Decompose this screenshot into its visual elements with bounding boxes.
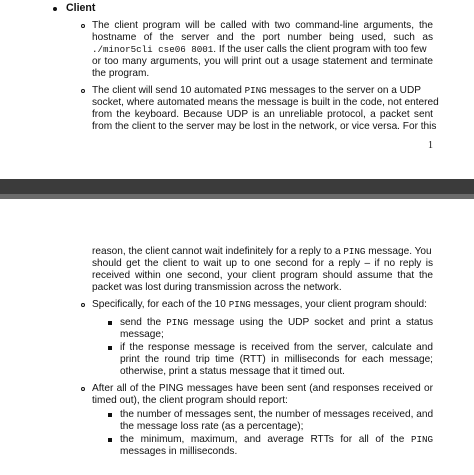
item3-text: messages, your client program should: (250, 299, 427, 310)
sub2-line: otherwise, print a status message that it timed out. (120, 366, 345, 377)
circle-bullet-icon (81, 387, 85, 391)
item1-text: . If the user calls the client program with too few (213, 44, 427, 55)
item4-line: After all of the PING messages have been sent (and responses received or (92, 383, 433, 394)
item4-line: timed out), the client program should report: (92, 395, 288, 406)
continuation-line: packet was lost during transmission across the network. (92, 282, 342, 293)
item2-text: messages to the server on a UDP (266, 85, 421, 96)
item1-line: The client program will be called with two command-line arguments, the (92, 20, 433, 31)
sub-line-with-code (120, 434, 433, 446)
circle-bullet-icon (81, 303, 85, 307)
bullet-dot-icon (53, 7, 57, 11)
ping-code: PING (343, 246, 366, 257)
sub-line: the number of messages sent, the number of messages received, and (120, 409, 434, 420)
section-heading: Client (66, 2, 96, 14)
sub-line: messages in milliseconds. (120, 446, 238, 457)
circle-bullet-icon (81, 89, 85, 93)
ping-code: PING (166, 317, 189, 328)
ping-code: PING (410, 434, 433, 445)
item1-line-with-code (92, 44, 426, 56)
continuation-text: message. You (365, 246, 432, 257)
continuation-line-with-code (92, 246, 432, 258)
item2-line: from the keyboard. Because UDP is an unreliable protocol, a packet sent (92, 109, 433, 120)
continuation-text: reason, the client cannot wait indefinitely for a reply to a (92, 246, 344, 257)
sub2-line: if the response message is received from the server, calculate and (120, 342, 433, 353)
square-bullet-icon (108, 321, 112, 325)
item3-text: Specifically, for each of the 10 (92, 299, 229, 310)
sub-text: the minimum, maximum, and average RTTs for all of the (120, 434, 411, 445)
item2-line-with-code (92, 85, 421, 97)
item1-line: or too many arguments, you will print out a usage statement and terminate (92, 56, 433, 67)
circle-bullet-icon (81, 24, 85, 28)
sub2-line: print the round trip time (RTT) in milliseconds for each message; (120, 354, 433, 365)
item2-text: The client will send 10 automated (92, 85, 245, 96)
item1-line: the program. (92, 68, 150, 79)
square-bullet-icon (108, 438, 112, 442)
square-bullet-icon (108, 346, 112, 350)
page-number: 1 (428, 140, 433, 151)
ping-code: PING (244, 85, 267, 96)
sub-text: message using the UDP socket and print a status (188, 317, 434, 328)
item2-line: socket, where automated means the message is built in the code, not entered (92, 97, 439, 108)
sub1-line: message; (120, 329, 164, 340)
item1-line: hostname of the server and the port number being used, such as (92, 32, 433, 43)
ping-code: PING (228, 299, 251, 310)
item3-line-with-code (92, 299, 427, 311)
command-example: ./minor5cli cse06 8001 (92, 44, 214, 55)
sub1-line-with-code (120, 317, 433, 329)
sub-line: the message loss rate (as a percentage); (120, 421, 304, 432)
document-page-2 (0, 199, 474, 475)
item2-line: from the client to the server may be lost in the network, or vice versa. For this (92, 121, 437, 132)
sub-text: send the (120, 317, 167, 328)
document-page-1 (0, 0, 474, 179)
continuation-line: should get the client to wait up to one second for a reply – if no reply is (92, 258, 433, 269)
continuation-line: received within one second, your client program should assume that the (92, 270, 433, 281)
square-bullet-icon (108, 413, 112, 417)
